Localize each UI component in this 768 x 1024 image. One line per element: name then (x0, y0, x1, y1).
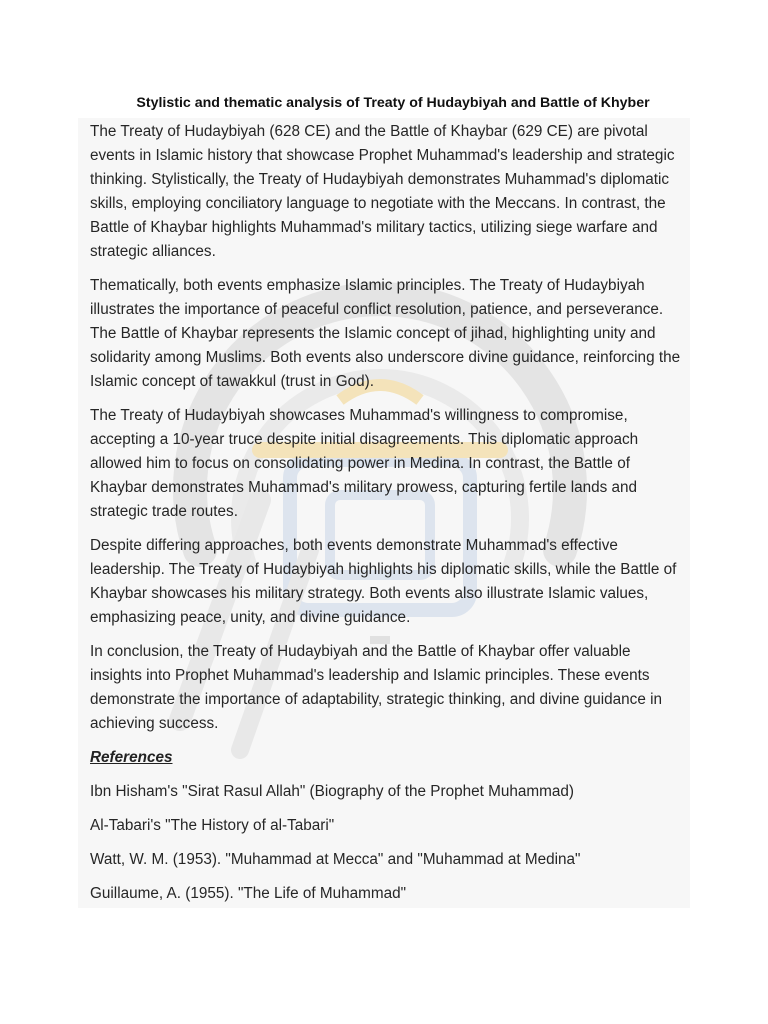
paragraph-4: Despite differing approaches, both events demonstrate Muhammad's effective leadership. The Treaty of Hudaybiyah highlights his diplomatic skills, while the Battle of Khaybar showcases his military strategy. Both events also illustrate Islamic values, emphasizing peace, unity, and divine guidance. (90, 537, 677, 626)
document-body (90, 92, 686, 916)
paragraph-3: The Treaty of Hudaybiyah showcases Muhammad's willingness to compromise, accepting a 10-year truce despite initial disagreements. This diplomatic approach allowed him to focus on consolidating power in Medina. In contrast, the Battle of Khaybar demonstrates Muhammad's military prowess, capturing fertile lands and strategic trade routes. (90, 407, 639, 520)
paragraph-5: In conclusion, the Treaty of Hudaybiyah and the Battle of Khaybar offer valuable insights into Prophet Muhammad's leadership and Islamic principles. These events demonstrate the importance of adaptability, strategic thinking, and divine guidance in achieving success. (90, 643, 662, 732)
references-heading: References (90, 749, 173, 766)
reference-item: Al-Tabari's "The History of al-Tabari" (90, 817, 335, 834)
document-title: Stylistic and thematic analysis of Treaty of Hudaybiyah and Battle of Khyber (136, 95, 650, 111)
paragraph-2: Thematically, both events emphasize Islamic principles. The Treaty of Hudaybiyah illustrates the importance of peaceful conflict resolution, patience, and perseverance. The Battle of Khaybar represents the Islamic concept of jihad, highlighting unity and solidarity among Muslims. Both events also underscore divine guidance, reinforcing the Islamic concept of tawakkul (trust in God). (90, 277, 681, 390)
paragraph-1: The Treaty of Hudaybiyah (628 CE) and the Battle of Khaybar (629 CE) are pivotal events in Islamic history that showcase Prophet Muhammad's leadership and strategic thinking. Stylistically, the Treaty of Hudaybiyah demonstrates Muhammad's diplomatic skills, employing conciliatory language to negotiate with the Meccans. In contrast, the Battle of Khaybar highlights Muhammad's military tactics, utilizing siege warfare and strategic alliances. (90, 123, 675, 260)
reference-item: Guillaume, A. (1955). "The Life of Muhammad" (90, 885, 407, 902)
reference-item: Ibn Hisham's "Sirat Rasul Allah" (Biography of the Prophet Muhammad) (90, 783, 574, 800)
reference-item: Watt, W. M. (1953). "Muhammad at Mecca" and "Muhammad at Medina" (90, 851, 581, 868)
